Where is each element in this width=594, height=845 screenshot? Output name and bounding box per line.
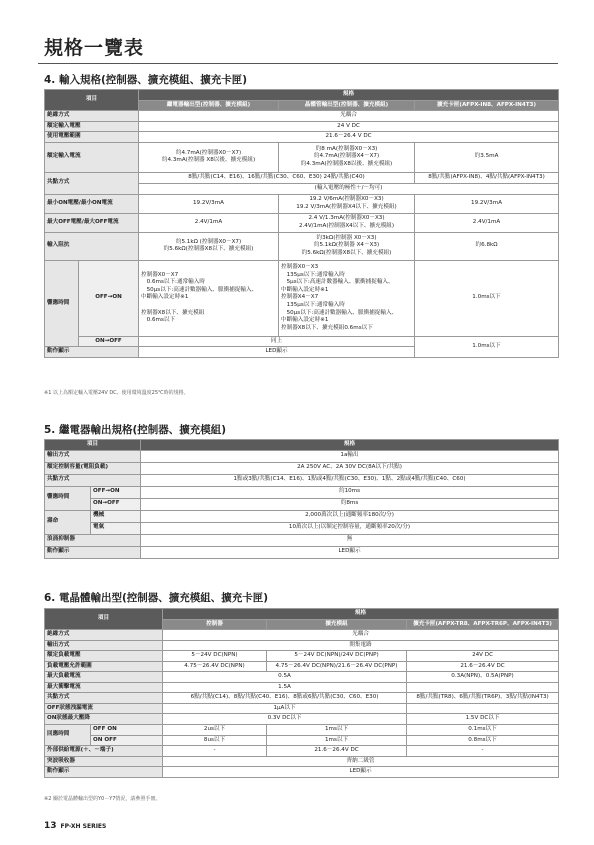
cell-value: -	[407, 746, 559, 757]
cell-value: 0.1ms以下	[407, 725, 559, 736]
header-controller: 控制器	[163, 619, 267, 630]
cell-value: 19.2 V/6mA(控制器X0－X3) 19.2 V/3mA(控制器X4以下、擴充模組)	[279, 194, 415, 213]
header-spec: 規格	[163, 609, 559, 620]
header-spec: 規格	[139, 90, 559, 101]
cell-value: LED顯示	[141, 546, 559, 558]
cell-value: 10萬次以上(以額定控制容量，通斷頻率20次/分)	[141, 522, 559, 534]
header-cassette: 擴充卡匣(AFPX-TR8、AFPX-TR6P、AFPX-IN4T3)	[407, 619, 559, 630]
cell-value: LED顯示	[139, 347, 415, 358]
cell-value: 5－24V DC(NPN)/24V DC(PNP)	[267, 651, 407, 662]
row-label: 響應時間	[45, 260, 79, 347]
page-title: 規格一覽表	[44, 37, 145, 59]
cell-value: (輸入電壓的極性＋/－均可)	[139, 183, 559, 194]
input-spec-table	[44, 89, 559, 358]
cell-value: 約10ms	[141, 486, 559, 498]
sub-label: ON OFF	[91, 735, 163, 746]
sub-label: ON→OFF	[79, 336, 139, 347]
cell-value: 1點或3點/共點(C14、E16)、1點或4點/共點(C30、E30)、1點、2點或4點/共點(C40、C60)	[141, 474, 559, 486]
cell-value: 4.75－26.4V DC(NPN)/21.6－26.4V DC(PNP)	[267, 661, 407, 672]
cell-value: 1ms以下	[267, 735, 407, 746]
cell-value: LED顯示	[163, 767, 559, 778]
row-label: 回應時間	[45, 725, 91, 746]
cell-value: 約8ms	[141, 498, 559, 510]
cell-value: 1ms以下	[267, 725, 407, 736]
cell-value: 2.4 V/1.3mA(控制器X0－X3) 2.4V/1mA(控制器X4以下、擴充模組)	[279, 213, 415, 232]
sub-label: 電氣	[91, 522, 141, 534]
page-footer	[44, 821, 106, 831]
row-label: 負載電壓允許範圍	[45, 661, 163, 672]
footnote-2: ※2 關於電晶體輸出型的Y0－Y7情況，請參照手冊。	[44, 796, 161, 802]
header-expansion: 擴充模組	[267, 619, 407, 630]
row-label: 突波吸收器	[45, 756, 163, 767]
row-label: 動作顯示	[45, 347, 139, 358]
sub-label: 機械	[91, 510, 141, 522]
row-label: 使用電壓範圍	[45, 132, 139, 143]
cell-value: 0.8ms以下	[407, 735, 559, 746]
cell-value: 0.3V DC以下	[163, 714, 407, 725]
empty-cell	[407, 682, 559, 693]
header-cassette: 擴充卡匣(AFPX-IN8、AFPX-IN4T3)	[415, 100, 559, 111]
cell-value: 2A 250V AC、2A 30V DC(8A以下/共點)	[141, 462, 559, 474]
cell-value: 2.4V/1mA	[415, 213, 559, 232]
cell-value: 21.6－26.4V DC	[407, 661, 559, 672]
cell-value: 8us以下	[163, 735, 267, 746]
cell-value: 約6.8kΩ	[415, 232, 559, 260]
cell-value: 21.6－26.4V DC	[267, 746, 407, 757]
sub-label: OFF ON	[91, 725, 163, 736]
row-label: 絶緣方式	[45, 630, 163, 641]
row-label: 額定輸入電流	[45, 142, 139, 172]
row-label: 額定負載電壓	[45, 651, 163, 662]
row-label: 共點方式	[45, 474, 141, 486]
cell-value: 0.3A(NPN)、0.5A(PNP)	[407, 672, 559, 683]
section-6-title: 6. 電晶體輸出型(控制器、擴充模組、擴充卡匣)	[44, 592, 269, 604]
cell-value: 光耦合	[139, 111, 559, 122]
series-name: FP-XH SERIES	[60, 823, 107, 830]
cell-value: 8點/共點(AFPX-IN8)、4點/共點(AFPX-IN4T3)	[415, 172, 559, 183]
row-label: ON狀態最大壓降	[45, 714, 163, 725]
cell-value: 控制器X0－X3 135μs以下:通常輸入時 5μs以下:高速計數器輸入、脈衝捕捉輸入、 中斷輸入設定時※1 控制器X4－X7 135μs以下:通常輸入時 50μs以下:高速計數器輸入、脈衝捕捉輸入、 中斷輸入設定時※1 控制器X8以下、擴充模組0.6ms以下	[279, 260, 415, 336]
cell-value: 同上	[139, 336, 415, 347]
cell-value: 0.5A	[163, 672, 407, 683]
row-label: 共點方式	[45, 172, 139, 194]
cell-value: 1.5A	[163, 682, 407, 693]
cell-value: 4.75－26.4V DC(NPN)	[163, 661, 267, 672]
row-label: 輸入阻抗	[45, 232, 139, 260]
relay-output-table	[44, 439, 559, 559]
cell-value: 約5.1kΩ (控制器X0－X7) 約5.6kΩ(控制器X8以下、擴充模組)	[139, 232, 279, 260]
cell-value: 1.0ms以下	[415, 260, 559, 336]
row-label: OFF狀態洩漏電流	[45, 703, 163, 714]
row-label: 浪涌抑制器	[45, 534, 141, 546]
cell-value: 約8 mA(控制器X0－X3) 約4.7mA(控制器X4－X7) 約4.3mA(控制器X8以後、擴充模組)	[279, 142, 415, 172]
cell-value: 2,000萬次以上(通斷頻率180次/分)	[141, 510, 559, 522]
cell-value: 8點/共點(C14、E16)、16點/共點(C30、C60、E30) 24點/共點(C40)	[139, 172, 415, 183]
header-item: 項目	[45, 90, 139, 111]
sub-label: OFF→ON	[91, 486, 141, 498]
header-item: 項目	[45, 609, 163, 630]
header-transistor: 晶體管輸出型(控制器、擴充模組)	[279, 100, 415, 111]
cell-value: 6點/共點(C14)、8點/共點(C40、E16)、8點或6點/共點(C30、C60、E30)	[163, 693, 407, 704]
cell-value: 1.5V DC以下	[407, 714, 559, 725]
row-label: 輸出方式	[45, 640, 163, 651]
header-spec: 規格	[141, 440, 559, 451]
cell-value: 24 V DC	[139, 121, 559, 132]
cell-value: 24V DC	[407, 651, 559, 662]
footnote-1: ※1 以上為額定輸入電壓24V DC、使用環境溫度25℃時的規格。	[44, 390, 189, 396]
section-5-title: 5. 繼電器輸出規格(控制器、擴充模組)	[44, 424, 227, 436]
row-label: 共點方式	[45, 693, 163, 704]
cell-value: 無	[141, 534, 559, 546]
row-label: 動作顯示	[45, 546, 141, 558]
row-label: 絶緣方式	[45, 111, 139, 122]
title-divider	[38, 63, 558, 64]
row-label: 最大衝擊電流	[45, 682, 163, 693]
cell-value: 1.0ms以下	[415, 336, 559, 357]
cell-value: 控制器X0－X7 0.6ms以下:通常輸入時 50μs以下:高速計數器輸入、脈衝捕捉輸入、 中斷輸入設定時※1 控制器X8以下、擴充模組 0.6ms以下	[139, 260, 279, 336]
cell-value: 19.2V/3mA	[139, 194, 279, 213]
row-label: 輸出方式	[45, 450, 141, 462]
page-number: 13	[44, 821, 57, 831]
cell-value: 約4.7mA(控制器X0－X7) 約4.3mA(控制器 X8以後、擴充模組)	[139, 142, 279, 172]
row-label: 額定輸入電壓	[45, 121, 139, 132]
sub-label: ON→OFF	[91, 498, 141, 510]
cell-value: 1μA以下	[163, 703, 407, 714]
row-label: 響應時間	[45, 486, 91, 510]
cell-value: 19.2V/3mA	[415, 194, 559, 213]
cell-value: 開集電路	[163, 640, 559, 651]
row-label: 最大OFF電壓/最大OFF電流	[45, 213, 139, 232]
cell-value: -	[163, 746, 267, 757]
row-label: 額定控制容量(電阻負載)	[45, 462, 141, 474]
header-item: 項目	[45, 440, 141, 451]
cell-value: 5－24V DC(NPN)	[163, 651, 267, 662]
cell-value: 2.4V/1mA	[139, 213, 279, 232]
cell-value: 2us以下	[163, 725, 267, 736]
row-label: 動作顯示	[45, 767, 163, 778]
cell-value: 約3kΩ(控制器 X0－X3) 約5.1kΩ(控制器 X4－X3) 約5.6kΩ(控制器X8以下、擴充模組)	[279, 232, 415, 260]
transistor-output-table	[44, 608, 559, 778]
empty-cell	[407, 703, 559, 714]
cell-value: 光耦合	[163, 630, 559, 641]
cell-value: 約3.5mA	[415, 142, 559, 172]
cell-value: 8點/共點(TR8)、6點/共點(TR6P)、3點/共點(IN4T3)	[407, 693, 559, 704]
row-label: 外部供給電源(＋、－端子)	[45, 746, 163, 757]
section-4-title: 4. 輸入規格(控制器、擴充模組、擴充卡匣)	[44, 74, 248, 86]
cell-value: 1a輸出	[141, 450, 559, 462]
cell-value: 21.6－26.4 V DC	[139, 132, 559, 143]
header-relay: 繼電器輸出型(控制器、擴充模組)	[139, 100, 279, 111]
row-label: 最小ON電壓/最小ON電流	[45, 194, 139, 213]
sub-label: OFF→ON	[79, 260, 139, 336]
cell-value: 齊納二級管	[163, 756, 559, 767]
row-label: 壽命	[45, 510, 91, 534]
row-label: 最大負載電流	[45, 672, 163, 683]
